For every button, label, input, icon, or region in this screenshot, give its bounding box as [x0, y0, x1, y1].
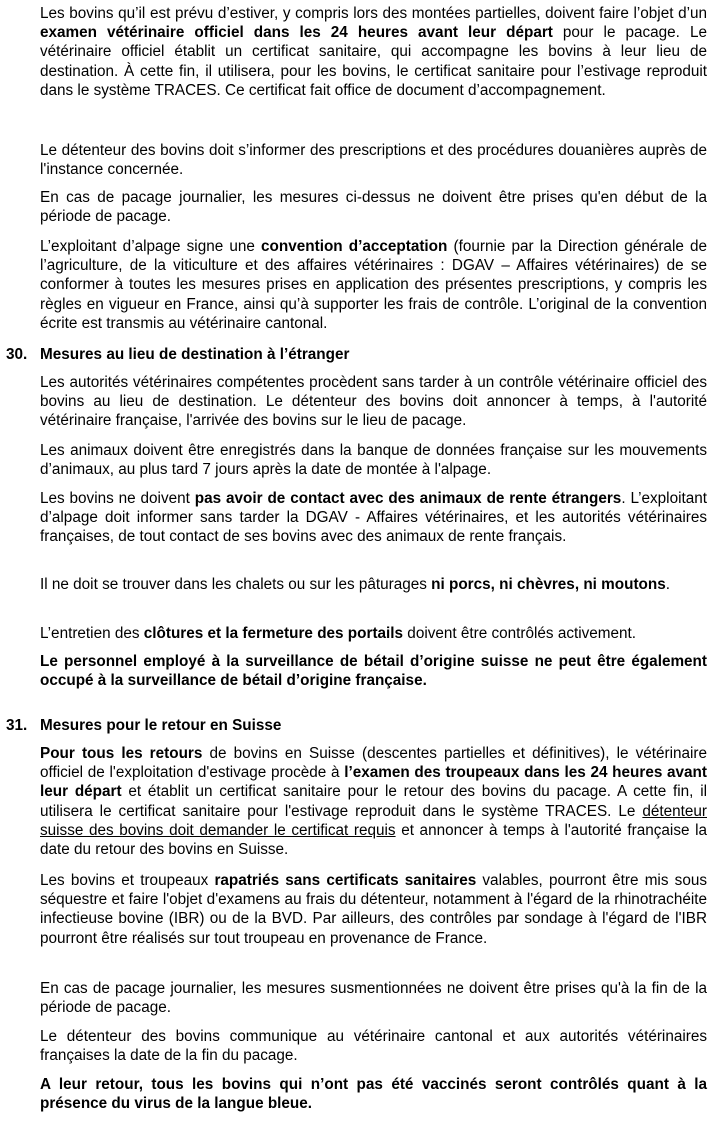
paragraph-rapatries-sans-certificats: Les bovins et troupeaux rapatriés sans certificats sanitaires valables, pourront être mis sous séquestre et faire l'objet d'examens au frais du détenteur, notamment à l'égard de la rhinotrachéite infectieuse bovine (IBR) ou de la BVD. Par ailleurs, des contrôles par sondage à l'égard de l'IBR pourront être réalisés sur tout troupeau en provenance de France.	[40, 872, 707, 947]
paragraph-enregistrement-animaux: Les animaux doivent être enregistrés dans la banque de données française sur les mouvements d’animaux, au plus tard 7 jours après la date de montée à l'alpage.	[40, 442, 707, 479]
bold-convention: convention d’acceptation	[261, 238, 448, 255]
paragraph-porcs-chevres: Il ne doit se trouver dans les chalets ou sur les pâturages ni porcs, ni chèvres, ni moutons.	[40, 576, 670, 593]
bold-ni-porcs: ni porcs, ni chèvres, ni moutons	[431, 576, 666, 593]
paragraph-controle-destination: Les autorités vétérinaires compétentes procèdent sans tarder à un contrôle vétérinaire officiel des bovins au lieu de destination. Le détenteur des bovins doit annoncer à temps, à l'autorité vétérinaire française, l'arrivée des bovins sur le lieu de pacage.	[40, 374, 707, 430]
section-heading-30: 30. Mesures au lieu de destination à l’étranger	[6, 346, 350, 363]
paragraph-fin-pacage: Le détenteur des bovins communique au vétérinaire cantonal et aux autorités vétérinaires françaises la date de la fin du pacage.	[40, 1028, 707, 1065]
paragraph-clotures: L’entretien des clôtures et la fermeture des portails doivent être contrôlés activement.	[40, 625, 637, 642]
paragraph-prescriptions-douanieres: Le détenteur des bovins doit s’informer des prescriptions et des procédures douanières auprès de l'instance concernée.	[40, 142, 707, 179]
bold-pour-tous-retours: Pour tous les retours	[40, 745, 203, 762]
paragraph-langue-bleue: A leur retour, tous les bovins qui n’ont pas été vaccinés seront contrôlés quant à la présence du virus de la langue bleue.	[40, 1076, 707, 1113]
paragraph-contact-animaux: Les bovins ne doivent pas avoir de contact avec des animaux de rente étrangers. L’exploitant d’alpage doit informer sans tarder la DGAV - Affaires vétérinaires, et les autorités vétérinaires françaises, de tout contact de ses bovins avec des animaux de rente français.	[40, 490, 708, 546]
bold-rapatries: rapatriés sans certificats sanitaires	[214, 872, 477, 889]
paragraph-convention-acceptation: L’exploitant d’alpage signe une convention d’acceptation (fournie par la Direction générale de l’agriculture, de la viticulture et des affaires vétérinaires : DGAV – Affaires vétérinaires) de se conformer à toutes les mesures prises en application des présentes prescriptions, y compris les règles en vigueur en France, ainsi qu’à supporter les frais de contrôle. L’original de la convention écrite est transmis au vétérinaire cantonal.	[40, 238, 708, 332]
paragraph-pacage-journalier: En cas de pacage journalier, les mesures ci-dessus ne doivent être prises qu'en début de la période de pacage.	[40, 189, 707, 226]
bold-examen-24h: examen vétérinaire officiel dans les 24 heures avant leur départ	[40, 24, 553, 42]
paragraph-pacage-journalier-retour: En cas de pacage journalier, les mesures susmentionnées ne doivent être prises qu'à la fin de la période de pacage.	[40, 980, 707, 1017]
bold-clotures: clôtures et la fermeture des portails	[143, 625, 404, 642]
paragraph-personnel-surveillance: Le personnel employé à la surveillance de bétail d’origine suisse ne peut être également occupé à la surveillance de bétail d’origine française.	[40, 653, 707, 690]
bold-examen-troupeaux: l’examen des troupeaux dans les 24 heures avant leur départ	[40, 764, 707, 801]
section-heading-31: 31. Mesures pour le retour en Suisse	[6, 717, 282, 734]
underlined-detenteur-certificat: détenteur suisse des bovins doit demander le certificat requis	[40, 802, 707, 839]
paragraph-examen-veterinaire: Les bovins qu’il est prévu d’estiver, y compris lors des montées partielles, doivent faire l’objet d’un examen vétérinaire officiel dans les 24 heures avant leur départ pour le pacage. Le vétérinaire officiel établit un certificat sanitaire, qui accompagne les bovins à leur lieu de destination. À cette fin, il utilisera, pour les bovins, le certificat sanitaire pour l’estivage reproduit dans le système TRACES. Ce certificat fait office de document d’accompagnement.	[40, 5, 707, 99]
bold-pas-contact: pas avoir de contact avec des animaux de rente étrangers	[194, 490, 622, 507]
paragraph-retours-suisse: Pour tous les retours de bovins en Suisse (descentes partielles et définitives), le vétérinaire officiel de l'exploitation d'estivage procède à l’examen des troupeaux dans les 24 heures avant leur départ et établit un certificat sanitaire pour le retour des bovins du pacage. A cette fin, il utilisera le certificat sanitaire pour l'estivage reproduit dans le système TRACES. Le détenteur suisse des bovins doit demander le certificat requis et annoncer à temps à l'autorité française la date du retour des bovins en Suisse.	[40, 745, 707, 859]
